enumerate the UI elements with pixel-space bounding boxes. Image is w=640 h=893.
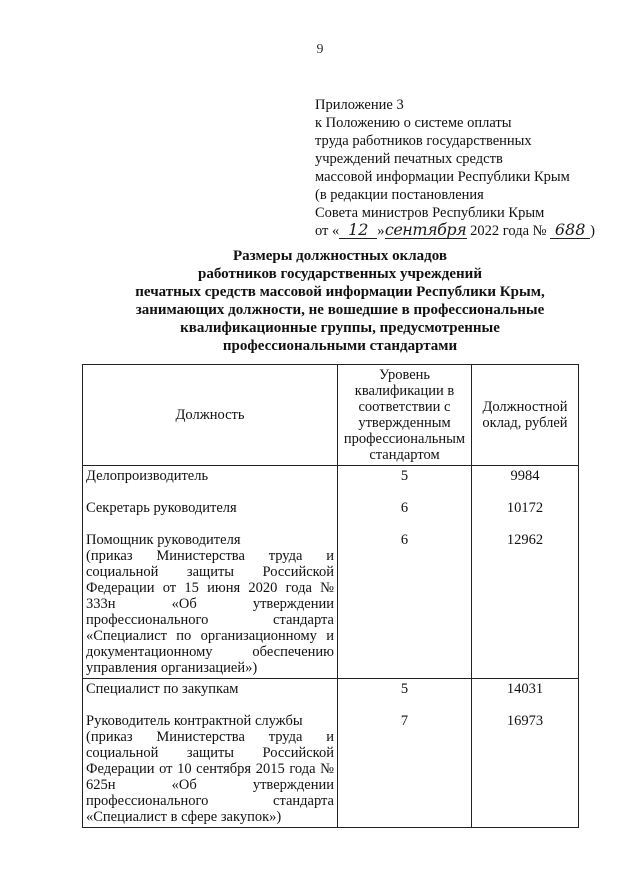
level-value: 7 <box>400 713 409 729</box>
date-mid: » <box>377 223 385 239</box>
header-salary: Должностной оклад, рублей <box>472 365 579 466</box>
date-suffix: ) <box>590 223 595 239</box>
level-value: 5 <box>400 468 409 484</box>
table-row <box>83 679 579 828</box>
position-title: Специалист по закупкам <box>86 681 239 697</box>
title-line: Размеры должностных окладов <box>233 248 447 264</box>
position-title: Помощник руководителя <box>86 532 241 548</box>
level-cell <box>338 466 472 679</box>
date-prefix: от « <box>315 223 340 239</box>
salary-cell <box>472 679 579 828</box>
date-year: 2022 года № <box>470 223 547 239</box>
position-detail: (приказ Министерства труда и социальной защиты Российской Федерации от 10 сентября 2015 года № 625н «Об утверждении профессионального стандарта «Специалист в сфере закупок») <box>86 729 334 825</box>
header-level: Уровень квалификации в соответствии с утвержденным профессиональным стандартом <box>338 365 472 466</box>
appendix-line: к Положению о системе оплаты <box>315 115 512 131</box>
level-value: 6 <box>400 532 409 548</box>
salary-value: 16973 <box>506 713 544 729</box>
handwritten-day: 12 <box>339 222 377 239</box>
handwritten-month: сентября <box>384 220 467 239</box>
header-position: Должность <box>83 365 338 466</box>
salary-value: 9984 <box>510 468 540 484</box>
appendix-line: массовой информации Республики Крым <box>315 169 570 185</box>
salary-table <box>82 364 579 828</box>
position-entry <box>86 468 334 484</box>
handwritten-number: 688 <box>550 222 590 239</box>
salary-cell <box>472 466 579 679</box>
salary-value: 12962 <box>506 532 544 548</box>
position-title: Руководитель контрактной службы <box>86 713 303 729</box>
table-row <box>83 466 579 679</box>
salary-value: 14031 <box>506 681 544 697</box>
level-value: 6 <box>400 500 409 516</box>
position-entry <box>86 500 334 516</box>
position-title: Делопроизводитель <box>86 468 209 484</box>
position-entry <box>86 532 334 676</box>
appendix-header <box>315 96 605 240</box>
table-header-row <box>83 365 579 466</box>
salary-value: 10172 <box>506 500 544 516</box>
title-line: печатных средств массовой информации Республики Крым, <box>135 284 545 300</box>
title-line: работников государственных учреждений <box>198 266 482 282</box>
title-line: занимающих должности, не вошедшие в профессиональные <box>135 302 545 318</box>
title-line: профессиональными стандартами <box>222 338 458 354</box>
position-entry <box>86 713 334 825</box>
position-detail: (приказ Министерства труда и социальной защиты Российской Федерации от 15 июня 2020 года № 333н «Об утверждении профессионального стандарта «Специалист по организационному и документационному обеспечению управления организацией») <box>86 548 334 676</box>
level-cell <box>338 679 472 828</box>
decree-date-line <box>315 222 605 240</box>
appendix-line: учреждений печатных средств <box>315 151 503 167</box>
appendix-line: (в редакции постановления <box>315 187 484 203</box>
appendix-line: Совета министров Республики Крым <box>315 205 545 221</box>
page-number: 9 <box>316 42 324 57</box>
document-title <box>60 247 620 355</box>
title-line: квалификационные группы, предусмотренные <box>180 320 500 336</box>
position-cell <box>83 466 338 679</box>
position-cell <box>83 679 338 828</box>
appendix-line: труда работников государственных <box>315 133 532 149</box>
appendix-line: Приложение 3 <box>315 97 404 113</box>
level-value: 5 <box>400 681 409 697</box>
position-entry <box>86 681 334 697</box>
position-title: Секретарь руководителя <box>86 500 237 516</box>
